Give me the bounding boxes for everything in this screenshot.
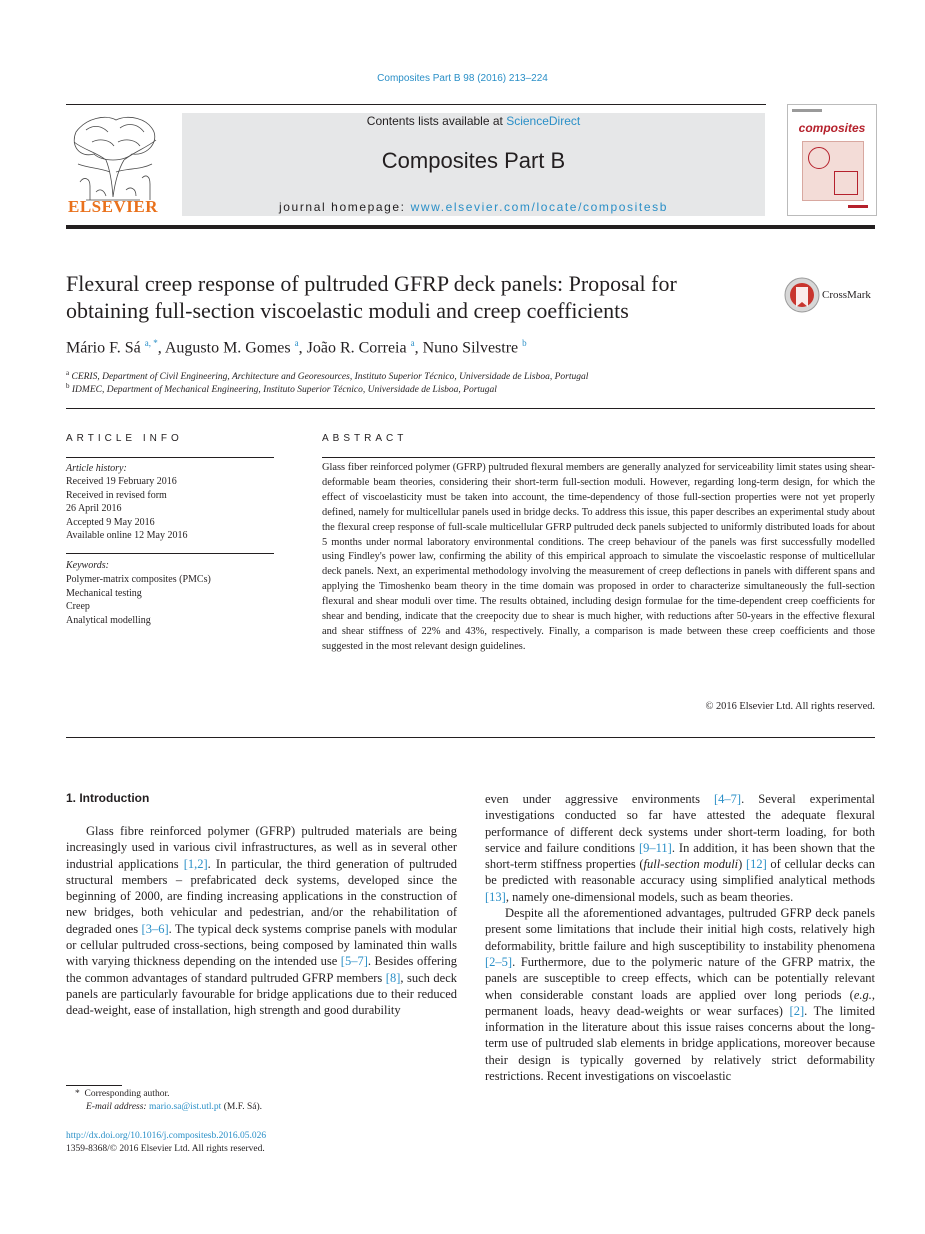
- left-column: [66, 823, 457, 1019]
- affiliation-a: $^a$ CERIS, Department of Civil Engineering, Architecture and Georesources, Instituto Superior Técnico, Universidade de Lisboa, Portugal: [66, 369, 589, 383]
- citation-link[interactable]: [12]: [745, 857, 767, 872]
- intro-paragraph-1: [66, 823, 457, 1019]
- paragraph-text: , such deck panels are particularly favourable for bridge applications due to their reduced dead-weight, ease of installation, high strength and good durability: [66, 970, 457, 1018]
- top-rule: [66, 104, 766, 105]
- author-affiliation-mark[interactable]: a: [410, 338, 415, 348]
- citation-link[interactable]: [4–7]: [714, 792, 742, 806]
- abstract-heading: ABSTRACT: [322, 433, 408, 444]
- paragraph-text: ): [738, 857, 746, 872]
- history-label: Article history:: [66, 463, 127, 474]
- article-info-rule: [66, 457, 274, 458]
- corresponding-author-note: * Corresponding author.: [75, 1089, 170, 1099]
- keyword: Analytical modelling: [66, 614, 151, 626]
- abstract-text: Glass fiber reinforced polymer (GFRP) pultruded flexural members are generally analyzed for serviceability limit states using shear-deformable beam theories, considering their short-term full-section moduli. However, regarding long-term design, for which the effect of viscoelasticity must be taken into account, the time-dependency of those full-section properties were not yet properly defined, namely for multicellular panels used in bridge decks. To address this issue, this paper describes an experimental study about the flexural creep response of full-scale multicellular GFRP pultruded deck panels subjected to uniformly distributed loads for about 5 months under normal laboratory environmental conditions. The creep behaviour of the panels was first successfully modelled using Findley's power law, confirming the ability of this empirical approach to simulate the viscoelastic response of multicellular deck panels. Next, an experimental methodology involving the measurement of creep deflections in panels with different spans and applying the Timoshenko beam theory in the time domain was proposed in order to characterize simultaneously the full-section flexural and shear moduli over time. The results obtained, including design formulae for the time-dependent creep coefficients for shear and bending, indicate that the creepocity due to shear is much higher, with reductions after 50-years in the effective flexural and shear stiffness of 22% and 43%, respectively. Finally, a comparison is made between these creep coefficients and those suggested in the most relevant design guidelines.: [322, 462, 875, 652]
- author-affiliation-mark[interactable]: a: [294, 338, 299, 348]
- paragraph-text: . The typical deck systems comprise panels with modular or cellular pultruded cross-sections, being composed by laminated thin walls with varying thickness depending on the intended use: [66, 921, 457, 969]
- paragraph-text: of cellular decks can be predicted with reasonable accuracy using simplified analytical methods: [485, 857, 875, 888]
- author-name[interactable]: João R. Correia: [306, 339, 407, 357]
- sciencedirect-link[interactable]: ScienceDirect: [506, 114, 581, 128]
- journal-homepage: journal homepage: www.elsevier.com/locate/compositesb: [279, 200, 668, 214]
- author-affiliation-mark[interactable]: a, *: [144, 338, 158, 348]
- email-link[interactable]: mario.sa@ist.utl.pt: [148, 1102, 222, 1112]
- cover-title: composites: [798, 121, 866, 135]
- keyword: Creep: [66, 601, 90, 612]
- doi-link[interactable]: http://dx.doi.org/10.1016/j.compositesb.2016.05.026: [66, 1131, 267, 1141]
- article-info-heading: ARTICLE INFO: [66, 433, 183, 444]
- citation-link[interactable]: [2]: [789, 1003, 805, 1018]
- journal-cover-thumbnail[interactable]: [787, 104, 877, 216]
- right-column: [485, 791, 875, 1084]
- affiliation-b: $^b$ IDMEC, Department of Mechanical Engineering, Instituto Superior Técnico, Universidade de Lisboa, Portugal: [66, 382, 497, 396]
- contents-available: Contents lists available at ScienceDirect: [366, 114, 581, 128]
- citation-link[interactable]: [5–7]: [340, 954, 368, 969]
- journal-title: Composites Part B: [381, 148, 566, 173]
- paragraph-text: e.g.: [853, 987, 872, 1002]
- paragraph-text: . Several experimental investigations conducted so far have attested the adequate flexural performance of different deck systems under short-term loading, for both service and failure conditions: [485, 792, 875, 855]
- elsevier-wordmark: ELSEVIER: [68, 197, 158, 216]
- abstract-bottom-rule: [66, 737, 875, 738]
- keyword: Polymer-matrix composites (PMCs): [66, 574, 211, 585]
- abstract-rule: [322, 457, 875, 458]
- paragraph-text: even under aggressive environments: [485, 792, 714, 806]
- paragraph-text: . In particular, the third generation of pultruded structural members – prefabricated deck systems, developed since the beginning of 2000, are finding increasing applications in the construction of new bridges, both vehicular and pedestrian, and/or the rehabilitation of degraded ones: [66, 856, 457, 936]
- paragraph-text: , namely one-dimensional models, such as beam theories.: [505, 889, 794, 904]
- keywords-rule: [66, 553, 274, 554]
- paragraph-text: . Furthermore, due to the polymeric nature of the GFRP matrix, the panels are susceptible to creep effects, which can be potentially relevant when considerable constant loads are applied over long periods (: [485, 954, 875, 1002]
- article-title: Flexural creep response of pultruded GFRP deck panels: Proposal for obtaining full-section viscoelastic moduli and creep coefficients: [66, 271, 677, 323]
- intro-paragraph-2: [485, 905, 875, 1084]
- journal-citation[interactable]: Composites Part B 98 (2016) 213–224: [377, 73, 548, 84]
- intro-paragraph-1-cont: [485, 791, 875, 905]
- author-affiliation-mark[interactable]: b: [522, 338, 527, 348]
- citation-link[interactable]: [9–11]: [638, 840, 672, 855]
- author-name[interactable]: Nuno Silvestre: [422, 339, 519, 357]
- author-name[interactable]: Mário F. Sá: [66, 339, 141, 357]
- citation-link[interactable]: [13]: [485, 889, 506, 904]
- keyword-list: [66, 573, 211, 627]
- paragraph-text: . The limited information in the literature about this issue raises concerns about the long-term use of pultruded slab elements in bridge applications, moreover because their design is typically governed by relatively strict deformability restrictions. Recent investigations on viscoelastic: [485, 1003, 875, 1084]
- paragraph-text: Glass fibre reinforced polymer (GFRP) pultruded materials are being increasingly used in various civil infrastructures, as well as in several other industrial applications: [66, 824, 457, 871]
- homepage-link[interactable]: www.elsevier.com/locate/compositesb: [410, 200, 668, 214]
- keyword: Mechanical testing: [66, 587, 142, 599]
- footnote-rule: [66, 1085, 122, 1086]
- header-thick-rule: [66, 225, 875, 229]
- citation-link[interactable]: [1,2]: [183, 856, 208, 871]
- crossmark-label: CrossMark: [822, 289, 871, 301]
- title-bottom-rule: [66, 408, 875, 409]
- keywords-label: Keywords:: [66, 560, 109, 571]
- abstract-copyright: © 2016 Elsevier Ltd. All rights reserved.: [705, 701, 875, 712]
- author-list: Mário F. Sá $^{a, *}$, Augusto M. Gomes $^a$, João R. Correia $^a$, Nuno Silvestre $^b$: [66, 338, 527, 357]
- article-history: Received 19 February 2016 Received in revised form 26 April 2016 Accepted 9 May 2016 Available online 12 May 2016: [66, 476, 188, 541]
- citation-link[interactable]: [3–6]: [141, 921, 169, 936]
- citation-link[interactable]: [2–5]: [485, 954, 513, 969]
- paragraph-text: Despite all the aforementioned advantages, pultruded GFRP deck panels present some limitations that include their initial high costs, relatively high deformability, brittle failure and high susceptibility to instability phenomena: [485, 906, 875, 953]
- paragraph-text: , permanent loads, heavy dead-weights or wear surfaces): [485, 987, 875, 1018]
- paragraph-text: . In addition, it has been shown that the short-term stiffness properties (: [485, 840, 875, 872]
- paragraph-text: full-section moduli: [643, 857, 739, 872]
- section-heading-introduction: 1. Introduction: [66, 791, 150, 805]
- paragraph-text: . Besides offering the common advantages of standard pultruded GFRP members: [66, 954, 457, 985]
- citation-link[interactable]: [8]: [385, 970, 401, 985]
- email-note: E-mail address: mario.sa@ist.utl.pt (M.F. Sá).: [86, 1102, 262, 1112]
- issn-line: 1359-8368/© 2016 Elsevier Ltd. All rights reserved.: [66, 1144, 265, 1154]
- author-name[interactable]: Augusto M. Gomes: [164, 339, 291, 357]
